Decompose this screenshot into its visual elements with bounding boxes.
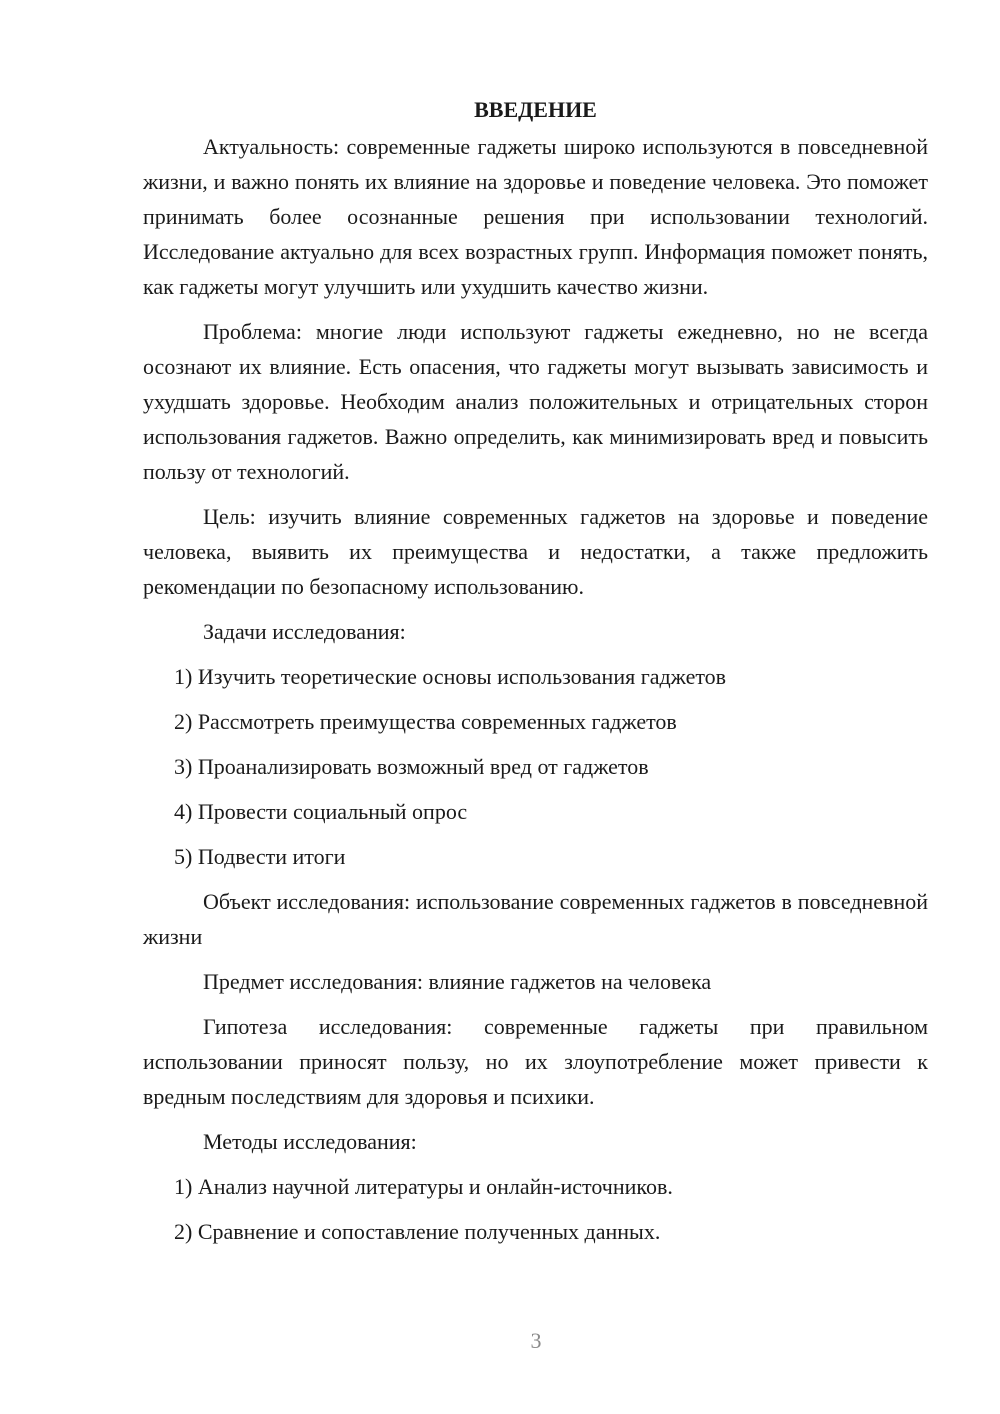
hypothesis-paragraph: Гипотеза исследования: современные гаджеты при правильном использовании приносят пользу, но их злоупотребление может привести к вредным последствиям для здоровья и психики. bbox=[143, 1014, 928, 1109]
object-paragraph: Объект исследования: использование современных гаджетов в повседневной жизни bbox=[143, 889, 928, 949]
methods-list bbox=[143, 1169, 928, 1249]
list-item: 2) Рассмотреть преимущества современных гаджетов bbox=[174, 709, 677, 734]
tasks-list bbox=[143, 659, 928, 874]
list-item: 1) Изучить теоретические основы использования гаджетов bbox=[174, 664, 727, 689]
page-number: 3 bbox=[530, 1328, 542, 1353]
list-item: 2) Сравнение и сопоставление полученных данных. bbox=[174, 1219, 661, 1244]
document-page bbox=[143, 92, 928, 1259]
tasks-label: Задачи исследования: bbox=[203, 619, 406, 644]
page-title: ВВЕДЕНИЕ bbox=[474, 97, 597, 122]
methods-label: Методы исследования: bbox=[203, 1129, 417, 1154]
list-item: 5) Подвести итоги bbox=[174, 844, 346, 869]
list-item: 4) Провести социальный опрос bbox=[174, 799, 468, 824]
list-item: 1) Анализ научной литературы и онлайн-источников. bbox=[174, 1174, 673, 1199]
problem-paragraph: Проблема: многие люди используют гаджеты ежедневно, но не всегда осознают их влияние. Есть опасения, что гаджеты могут вызывать зависимость и ухудшать здоровье. Необходим анализ положительных и отрицательных сторон использования гаджетов. Важно определить, как минимизировать вред и повысить пользу от технологий. bbox=[143, 319, 928, 484]
relevance-paragraph: Актуальность: современные гаджеты широко используются в повседневной жизни, и важно понять их влияние на здоровье и поведение человека. Это поможет принимать более осознанные решения при использовании технологий. Исследование актуально для всех возрастных групп. Информация поможет понять, как гаджеты могут улучшить или ухудшить качество жизни. bbox=[143, 134, 928, 299]
subject-paragraph: Предмет исследования: влияние гаджетов на человека bbox=[203, 969, 712, 994]
list-item: 3) Проанализировать возможный вред от гаджетов bbox=[174, 754, 649, 779]
goal-paragraph: Цель: изучить влияние современных гаджетов на здоровье и поведение человека, выявить их преимущества и недостатки, а также предложить рекомендации по безопасному использованию. bbox=[143, 504, 928, 599]
